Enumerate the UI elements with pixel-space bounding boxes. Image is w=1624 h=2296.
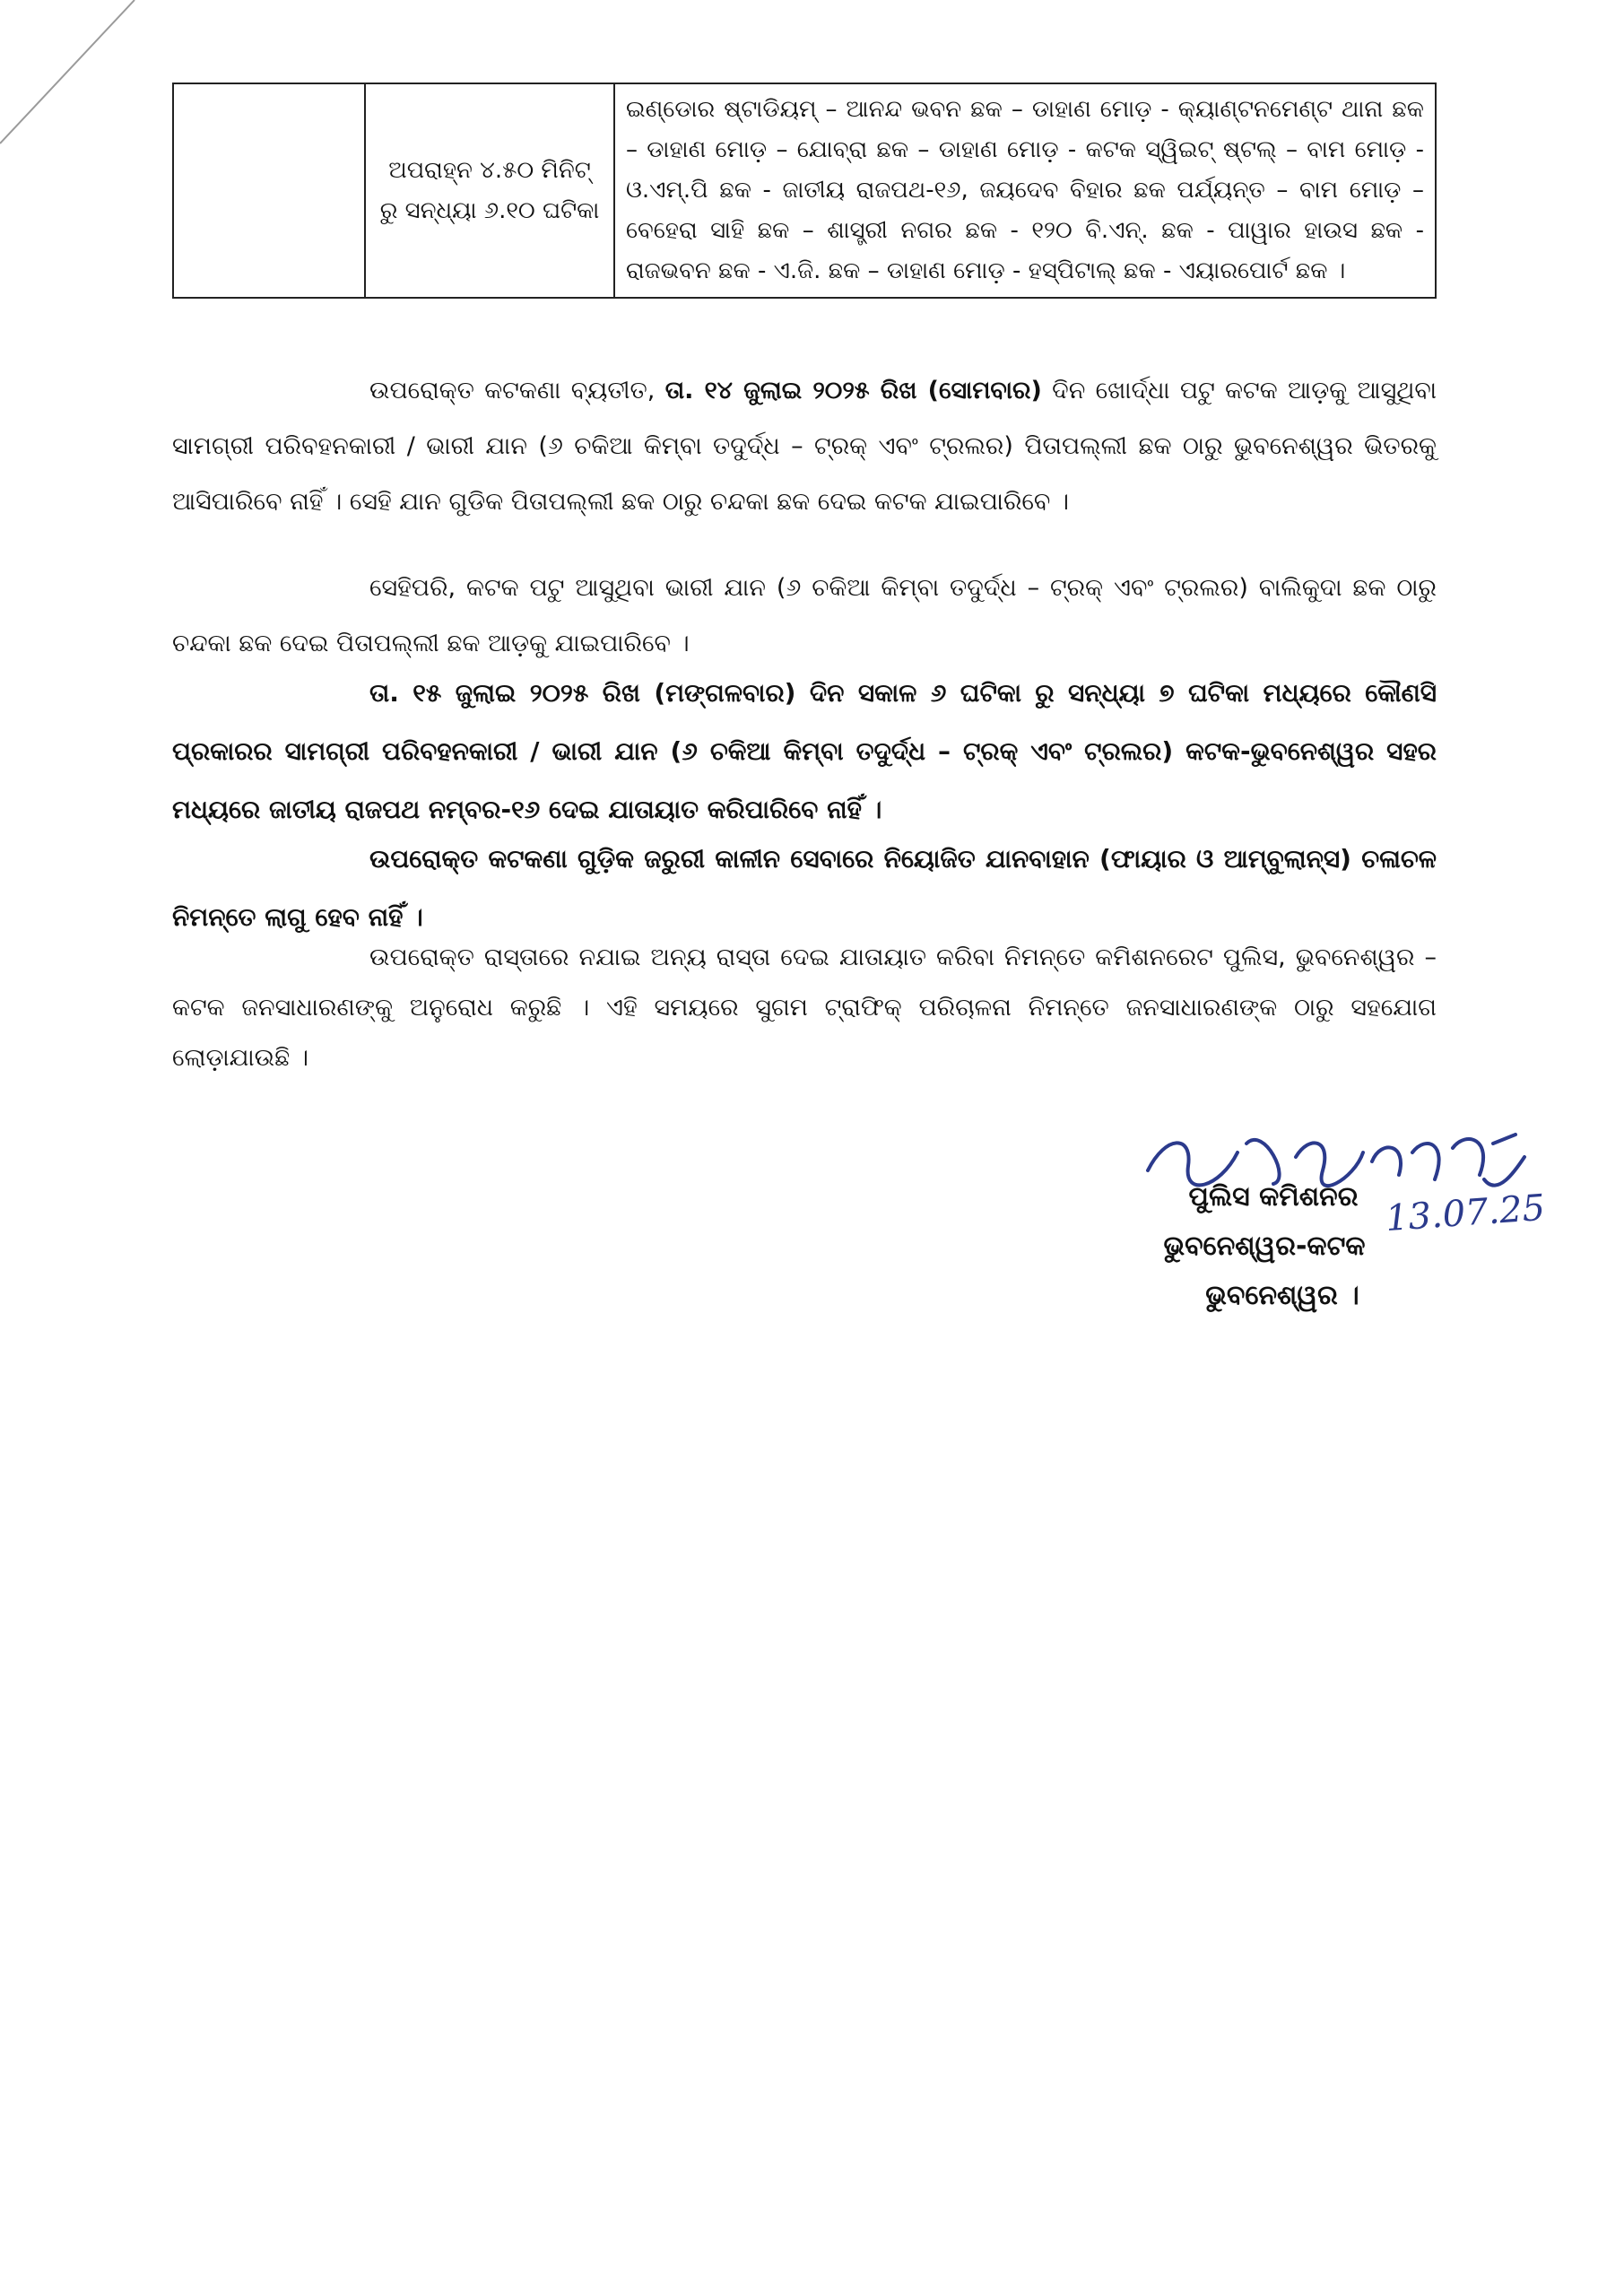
- table-cell-time: ଅପରାହ୍ନ ୪.୫୦ ମିନିଟ୍ ରୁ ସନ୍ଧ୍ୟା ୬.୧୦ ଘଟିକା: [365, 83, 614, 298]
- paragraph-1-text-a: ଉପରୋକ୍ତ କଟକଣା ବ୍ୟତୀତ,: [369, 377, 665, 404]
- table-cell-serial: [173, 83, 365, 298]
- table-cell-route: ଇଣ୍ଡୋର ଷ୍ଟାଡିୟମ୍ – ଆନନ୍ଦ ଭବନ ଛକ – ଡାହାଣ ମୋଡ଼ - କ୍ୟାଣ୍ଟନମେଣ୍ଟ ଥାନା ଛକ – ଡାହାଣ ମୋଡ଼ – ଯୋବ୍ରା ଛକ – ଡାହାଣ ମୋଡ଼ - କଟକ ସ୍ୱିଇଟ୍ ଷ୍ଟଲ୍ – ବାମ ମୋଡ଼ - ଓ.ଏମ୍.ପି ଛକ - ଜାତୀୟ ରାଜପଥ-୧୬, ଜୟଦେବ ବିହାର ଛକ ପର୍ଯ୍ୟନ୍ତ – ବାମ ମୋଡ଼ – ବେହେରା ସାହି ଛକ – ଶାସ୍ତ୍ରୀ ନଗର ଛକ - ୧୨୦ ବି.ଏନ୍. ଛକ - ପାୱାର ହାଉସ ଛକ - ରାଜଭବନ ଛକ - ଏ.ଜି. ଛକ – ଡାହାଣ ମୋଡ଼ - ହସ୍ପିଟାଲ୍ ଛକ - ଏୟାରପୋର୍ଟ ଛକ ।: [614, 83, 1436, 298]
- designation-location: ଭୁବନେଶ୍ୱର-କଟକ: [1163, 1231, 1366, 1262]
- route-table: [172, 83, 1437, 299]
- paragraph-1-date: ତା. ୧୪ ଜୁଲାଇ ୨୦୨୫ ରିଖ (ସୋମବାର): [664, 377, 1042, 404]
- paragraph-1-text-b: ଦିନ ଖୋର୍ଦ୍ଧା ପଟୁ କଟକ ଆଡ଼କୁ ଆସୁଥିବା ସାମଗ୍ରୀ ପରିବହନକାରୀ / ଭାରୀ ଯାନ (୬ ଚକିଆ କିମ୍ବା ତଦୁର୍ଦ୍ଧ – ଟ୍ରକ୍ ଏବଂ ଟ୍ରଲର) ପିତାପଲ୍ଲୀ ଛକ ଠାରୁ ଭୁବନେଶ୍ୱର ଭିତରକୁ ଆସିପାରିବେ ନାହିଁ । ସେହି ଯାନ ଗୁଡିକ ପିତାପଲ୍ଲୀ ଛକ ଠାରୁ ଚନ୍ଦକା ଛକ ଦେଇ କଟକ ଯାଇପାରିବେ ।: [172, 377, 1437, 516]
- paragraph-2: ସେହିପରି, କଟକ ପଟୁ ଆସୁଥିବା ଭାରୀ ଯାନ (୬ ଚକିଆ କିମ୍ବା ତଦୁର୍ଦ୍ଧ – ଟ୍ରକ୍ ଏବଂ ଟ୍ରଲର) ବାଲିକୁଦା ଛକ ଠାରୁ ଚନ୍ଦକା ଛକ ଦେଇ ପିତାପଲ୍ଲୀ ଛକ ଆଡ଼କୁ ଯାଇପାରିବେ ।: [172, 574, 1437, 657]
- paragraph-5: ଉପରୋକ୍ତ ରାସ୍ତାରେ ନଯାଇ ଅନ୍ୟ ରାସ୍ତା ଦେଇ ଯାତାୟାତ କରିବା ନିମନ୍ତେ କମିଶନରେଟ ପୁଲିସ, ଭୁବନେଶ୍ୱର – କଟକ ଜନସାଧାରଣଙ୍କୁ ଅନୁରୋଧ କରୁଛି । ଏହି ସମୟରେ ସୁଗମ ଟ୍ରାଫିକ୍ ପରିଚାଳନା ନିମନ୍ତେ ଜନସାଧାରଣଙ୍କ ଠାରୁ ସହଯୋଗ ଲୋଡ଼ାଯାଉଛି ।: [172, 944, 1437, 1072]
- designation-city: ଭୁବନେଶ୍ୱର ।: [1205, 1280, 1359, 1311]
- table-row: [173, 83, 1436, 298]
- designation-title: ପୁଲିସ କମିଶନର: [1188, 1181, 1359, 1213]
- paragraph-4: ଉପରୋକ୍ତ କଟକଣା ଗୁଡ଼ିକ ଜରୁରୀ କାଳୀନ ସେବାରେ ନିୟୋଜିତ ଯାନବାହାନ (ଫାୟାର ଓ ଆମ୍ବୁଲାନ୍ସ) ଚଳାଚଳ ନିମନ୍ତେ ଲାଗୁ ହେବ ନାହିଁ ।: [172, 844, 1437, 932]
- paragraph-3: ତା. ୧୫ ଜୁଲାଇ ୨୦୨୫ ରିଖ (ମଙ୍ଗଳବାର) ଦିନ ସକାଳ ୬ ଘଟିକା ରୁ ସନ୍ଧ୍ୟା ୭ ଘଟିକା ମଧ୍ୟରେ କୌଣସି ପ୍ରକାରର ସାମଗ୍ରୀ ପରିବହନକାରୀ / ଭାରୀ ଯାନ (୬ ଚକିଆ କିମ୍ବା ତଦୁର୍ଦ୍ଧ – ଟ୍ରକ୍ ଏବଂ ଟ୍ରଲର) କଟକ-ଭୁବନେଶ୍ୱର ସହର ମଧ୍ୟରେ ଜାତୀୟ ରାଜପଥ ନମ୍ବର-୧୬ ଦେଇ ଯାତାୟାତ କରିପାରିବେ ନାହିଁ ।: [172, 678, 1437, 824]
- signature-date: 13.07.25: [1384, 1187, 1547, 1240]
- paragraph-1: [172, 363, 1437, 530]
